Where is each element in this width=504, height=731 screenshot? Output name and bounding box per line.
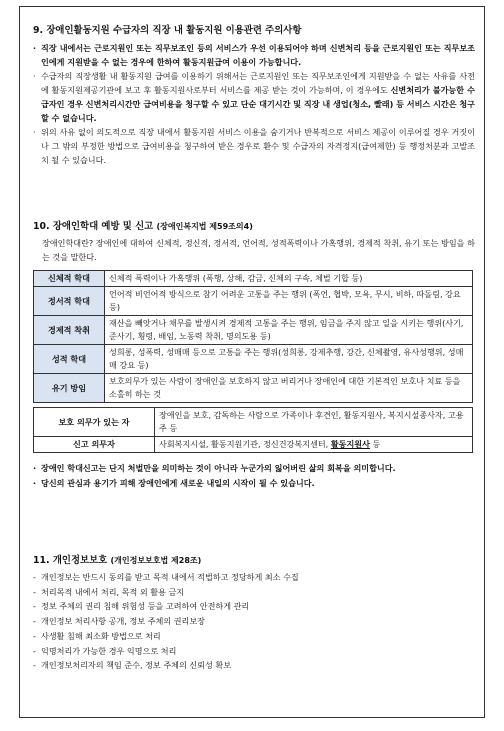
abuse-type-label: 성적 학대 bbox=[34, 345, 105, 374]
section-9-title: 9. 장애인활동지원 수급자의 직장 내 활동지원 이용관련 주의사항 bbox=[33, 25, 302, 36]
abuse-type-desc: 성희롱, 성폭력, 성매매 등으로 고통을 주는 행위(성희롱, 강제추행, 강간, 신체촬영, 유사성행위, 성매매 강요 등) bbox=[105, 345, 473, 374]
section-9 bbox=[33, 25, 475, 167]
table-row bbox=[34, 316, 473, 345]
table-row bbox=[34, 287, 473, 316]
abuse-note-1: · 장애인 학대신고는 단지 처벌만을 의미하는 것이 아니라 누군가의 잃어버린 삶의 회복을 의미합니다. bbox=[33, 463, 396, 473]
table-row bbox=[34, 271, 473, 287]
abuse-type-desc: 재산을 빼앗거나 채무를 발생시켜 경제적 고통을 주는 행위, 임금을 주지 않고 일을 시키는 행위(사기, 준사기, 횡령, 배임, 노동력 착취, 명의도용 등) bbox=[105, 316, 473, 345]
list-item: - 정보 주체의 권리 침해 위험성 등을 고려하여 안전하게 관리 bbox=[33, 601, 250, 612]
document-page bbox=[19, 6, 485, 718]
abuse-type-label: 정서적 학대 bbox=[34, 287, 105, 316]
reporter-desc: 사회복지시설, 활동지원기관, 정신건강복지센터, 활동지원사 등 bbox=[155, 437, 473, 453]
list-item: - 익명처리가 가능한 경우 익명으로 처리 bbox=[33, 645, 177, 656]
duty-table bbox=[33, 407, 473, 453]
list-item: - 사생활 침해 최소화 방법으로 처리 bbox=[33, 630, 161, 641]
section-10 bbox=[33, 221, 475, 491]
section-9-bullet-1: · 직장 내에서는 근로지원인 또는 직무보조인 등의 서비스가 우선 이용되어야 하며 신변처리 등을 근로지원인 또는 직무보조인에게 지원받을 수 없는 경우에 한하여 활동지원급여 이용이 가능합니다. bbox=[33, 43, 475, 67]
abuse-type-label: 유기 방임 bbox=[34, 374, 105, 403]
abuse-types-table bbox=[33, 270, 473, 403]
list-item: - 개인정보 처리사항 공개, 정보 주체의 권리보장 bbox=[33, 616, 205, 627]
abuse-definition: 장애인학대란? 장애인에 대하여 신체적, 정신적, 정서적, 언어적, 성적폭력이나 가혹행위, 경제적 착취, 유기 또는 방임을 하는 것을 말한다. bbox=[42, 238, 475, 262]
abuse-type-label: 신체적 학대 bbox=[34, 271, 105, 287]
list-item: - 개인정보처리자의 책임 준수, 정보 주체의 신뢰성 확보 bbox=[33, 660, 232, 671]
section-11 bbox=[33, 555, 475, 673]
table-row bbox=[34, 408, 473, 437]
section-10-title: 10. 장애인학대 예방 및 신고 (장애인복지법 제59조의4) bbox=[33, 221, 253, 232]
table-row bbox=[34, 374, 473, 403]
list-item: - 개인정보는 반드시 동의를 받고 목적 내에서 적법하고 정당하게 최소 수집 bbox=[33, 572, 299, 582]
reporter-label: 신고 의무자 bbox=[34, 437, 155, 453]
abuse-note-2: · 당신의 관심과 용기가 피해 장애인에게 새로운 내일의 시작이 될 수 있습니다. bbox=[33, 478, 315, 488]
section-9-bullet-2: · 수급자의 직장생활 내 활동지원 급여를 이용하기 위해서는 근로지원인 또는 직무보조인에게 지원받을 수 없는 사유를 사전에 활동지원제공기관에 보고 후 활동지원사로부터 서비스를 제공 받는 것이 가능하며, 이 경우에도 신변처리가 불가능한 수급자인 경우 신변처리시간만 급여비용을 청구할 수 있고 단순 대기시간 및 직장 내 생업(청소, 빨래) 등 서비스 시간은 청구할 수 없습니다. bbox=[33, 71, 475, 123]
section-9-bullet-3: · 위의 사유 없이 의도적으로 직장 내에서 활동지원 서비스 이용을 숨기거나 반복적으로 서비스 제공이 이루어질 경우 거짓이나 그 밖의 부정한 방법으로 급여비용을 청구하여 받은 경우로 환수 및 수급자의 자격정지(급여제한) 등 행정처분과 고발조치 될 수 있습니다. bbox=[33, 127, 475, 165]
abuse-type-label: 경제적 착취 bbox=[34, 316, 105, 345]
table-row bbox=[34, 437, 473, 453]
table-row bbox=[34, 345, 473, 374]
list-item: - 처리목적 내에서 처리, 목적 외 활용 금지 bbox=[33, 586, 185, 597]
abuse-type-desc: 신체적 폭력이나 가혹행위 (폭행, 상해, 감금, 신체의 구속, 체벌 기합 등) bbox=[105, 271, 473, 287]
abuse-type-desc: 보호의무가 있는 사람이 장애인을 보호하지 않고 버리거나 장애인에 대한 기본적인 보호나 치료 등을 소홀히 하는 것 bbox=[105, 374, 473, 403]
privacy-list bbox=[33, 570, 475, 673]
duty-desc: 장애인을 보호, 감독하는 사람으로 가족이나 후견인, 활동지원사, 복지시설종사자, 고용주 등 bbox=[155, 408, 473, 437]
section-11-title: 11. 개인정보보호 (개인정보보호법 제28조) bbox=[33, 555, 202, 566]
abuse-type-desc: 언어적 비언어적 방식으로 참기 어려운 고통을 주는 행위 (폭언, 협박, 모욕, 무시, 비하, 따돌림, 강요 등) bbox=[105, 287, 473, 316]
duty-label: 보호 의무가 있는 자 bbox=[34, 408, 155, 437]
